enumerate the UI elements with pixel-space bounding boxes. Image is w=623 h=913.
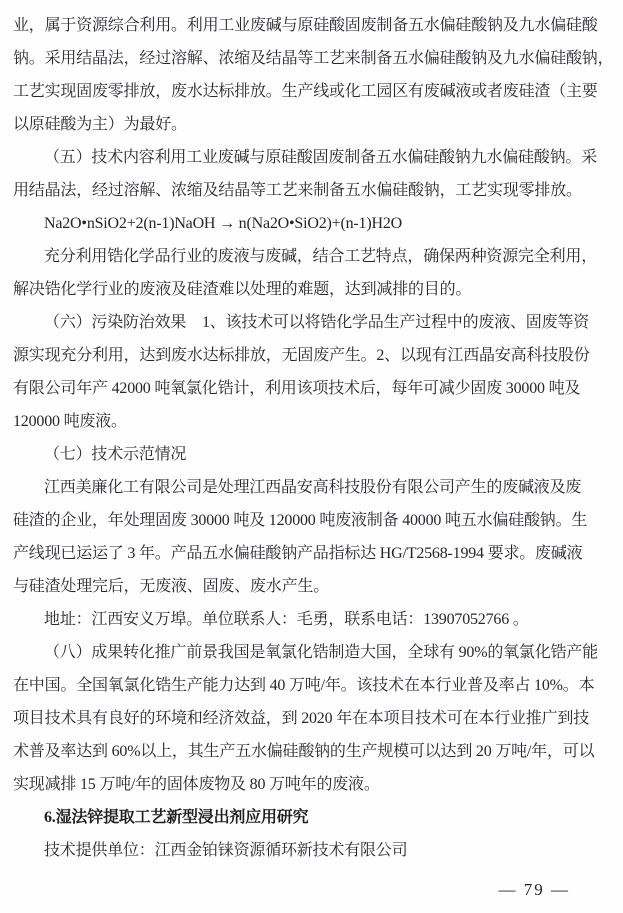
text-line: 钠。采用结晶法，经过溶解、浓缩及结晶等工艺来制备五水偏硅酸钠及九水偏硅酸钠， bbox=[13, 50, 614, 67]
text-line: 业，属于资源综合利用。利用工业废碱与原硅酸固废制备五水偏硅酸钠及九水偏硅酸 bbox=[13, 17, 598, 34]
document-body bbox=[13, 9, 615, 867]
text-line: 与硅渣处理完后，无废液、固废、废水产生。 bbox=[13, 578, 330, 595]
text-line: 以原硅酸为主）为最好。 bbox=[13, 116, 187, 133]
text-line: 地址：江西安义万埠。单位联系人：毛勇，联系电话：13907052766 。 bbox=[44, 611, 529, 628]
text-line: 解决锆化学行业的废液及硅渣难以处理的难题，达到减排的目的。 bbox=[13, 281, 472, 298]
text-line: （八）成果转化推广前景我国是氧氯化锆制造大国，全球有 90%的氧氯化锆产能 bbox=[44, 644, 598, 661]
text-line: （五）技术内容利用工业废碱与原硅酸固废制备五水偏硅酸钠九水偏硅酸钠。采 bbox=[44, 149, 598, 166]
text-line: 在中国。全国氧氯化锆生产能力达到 40 万吨/年。该技术在本行业普及率占 10%。本 bbox=[13, 677, 595, 694]
text-line: 有限公司年产 42000 吨氧氯化锆计，利用该项技术后，每年可减少固废 30000 吨及 bbox=[13, 380, 581, 397]
text-line: 实现减排 15 万吨/年的固体废物及 80 万吨年的废液。 bbox=[13, 776, 380, 793]
text-line: 术普及率达到 60%以上，其生产五水偏硅酸钠的生产规模可以达到 20 万吨/年，可以 bbox=[13, 743, 595, 760]
text-line: 江西美廉化工有限公司是处理江西晶安高科技股份有限公司产生的废碱液及废 bbox=[44, 479, 582, 496]
text-line: 用结晶法，经过溶解、浓缩及结晶等工艺来制备五水偏硅酸钠，工艺实现零排放。 bbox=[13, 182, 582, 199]
page-number: — 79 — bbox=[498, 880, 570, 899]
text-line: 工艺实现固废零排放，废水达标排放。生产线或化工园区有废碱液或者废硅渣（主要 bbox=[13, 83, 598, 100]
text-line: 产线现已运运了 3 年。产品五水偏硅酸钠产品指标达 HG/T2568-1994 要求。废碱液 bbox=[13, 545, 583, 562]
text-line: 源实现充分利用，达到废水达标排放，无固废产生。2、以现有江西晶安高科技股份 bbox=[13, 347, 590, 364]
text-line: （六）污染防治效果 1、该技术可以将锆化学品生产过程中的废液、固废等资 bbox=[44, 314, 590, 331]
text-line: 项目技术具有良好的环境和经济效益，到 2020 年在本项目技术可在本行业推广到技 bbox=[13, 710, 590, 727]
text-line: 硅渣的企业，年处理固废 30000 吨及 120000 吨废液制备 40000 吨五水偏硅酸钠。生 bbox=[13, 512, 588, 529]
text-line: Na2O•nSiO2+2(n-1)NaOH → n(Na2O•SiO2)+(n-1)H2O bbox=[44, 215, 402, 232]
section-heading: 6.湿法锌提取工艺新型浸出剂应用研究 bbox=[44, 809, 309, 826]
text-line: 充分利用锆化学品行业的废液与废碱，结合工艺特点，确保两种资源完全利用， bbox=[44, 248, 598, 265]
text-line: 技术提供单位：江西金铂铼资源循环新技术有限公司 bbox=[44, 842, 408, 859]
text-line: （七）技术示范情况 bbox=[44, 446, 187, 463]
text-line: 120000 吨废液。 bbox=[13, 413, 127, 430]
